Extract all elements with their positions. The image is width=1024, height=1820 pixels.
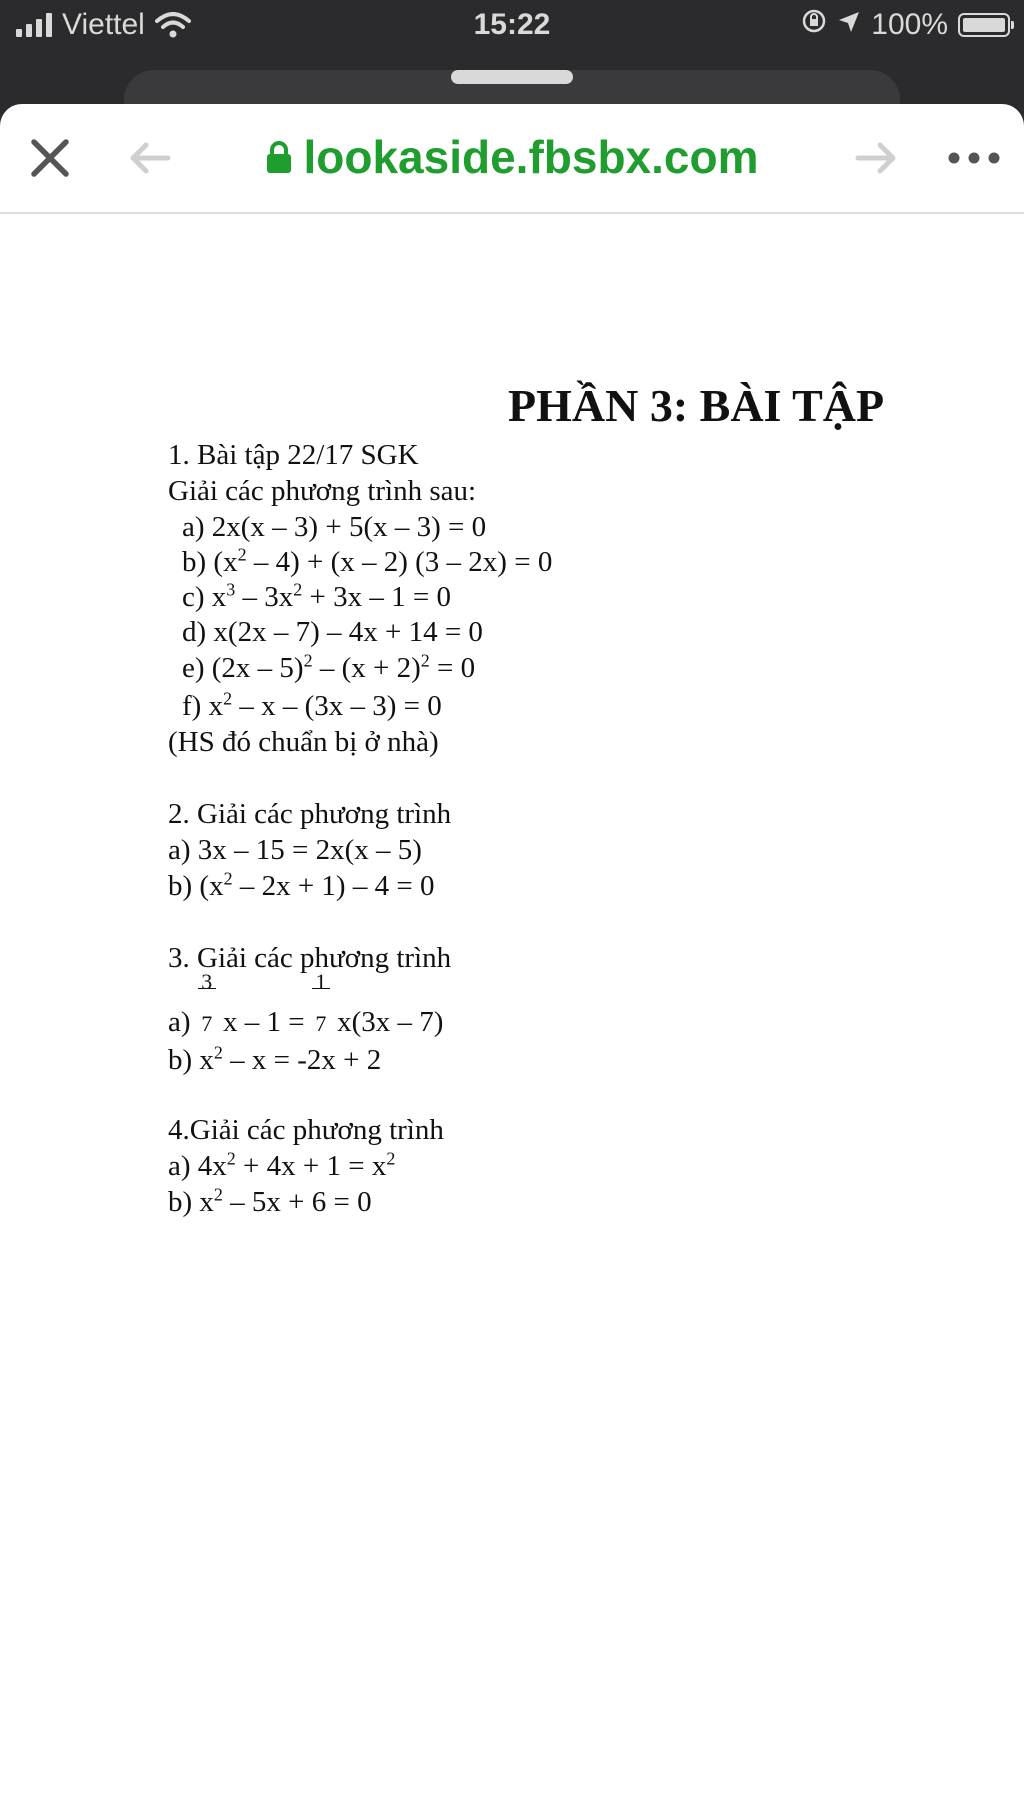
clock: 15:22 xyxy=(473,8,551,41)
s1-note: (HS đó chuẩn bị ở nhà) xyxy=(168,726,439,758)
s1-item-e: e) $(2x - 5)^2 - (x + 2)^2 = 0$ xyxy=(182,650,476,684)
status-bar xyxy=(0,0,1024,52)
browser-toolbar xyxy=(0,104,1024,214)
fraction-1-7: $\frac{1}{7}$ xyxy=(312,1004,330,1042)
section3-heading: 3. Giải các phương trình xyxy=(168,942,452,974)
s4-item-b: b) $x^2 - 5x + 6 = 0$ xyxy=(168,1184,372,1218)
s1-item-d: d) x(2x – 7) – 4x + 14 = 0 xyxy=(182,616,483,648)
more-icon xyxy=(947,151,1001,165)
lock-icon xyxy=(265,140,293,174)
document-title: PHẦN 3: BÀI TẬP xyxy=(508,380,885,431)
forward-arrow-icon xyxy=(854,140,898,176)
s3-item-a: a) $\frac{3}{7}$ x – 1 = $\frac{1}{7} x(3x - 7)$ xyxy=(168,1004,443,1042)
url-text: lookaside.fbsbx.com xyxy=(303,131,759,183)
section4-heading: 4.Giải các phương trình xyxy=(168,1114,444,1146)
s1-item-b: b) $(x^2 - 4) + (x - 2)$ (3 – 2x) = 0 xyxy=(182,544,553,578)
status-right xyxy=(801,8,1010,42)
s2-item-b: b) $(x^2 - 2x + 1) - 4 = 0$ xyxy=(168,868,435,902)
s1-item-f: f) $x^2 - x - (3x - 3) = 0$ xyxy=(182,688,442,722)
battery-percent: 100% xyxy=(871,8,948,41)
section1-intro: Giải các phương trình sau: xyxy=(168,475,477,507)
forward-button[interactable] xyxy=(846,132,906,184)
sheet-grabber[interactable] xyxy=(451,70,573,84)
location-icon xyxy=(837,8,861,42)
carrier-name: Viettel xyxy=(62,8,145,41)
section2-heading: 2. Giải các phương trình xyxy=(168,798,452,830)
battery-icon xyxy=(958,13,1010,37)
fraction-3-7: $\frac{3}{7}$ xyxy=(198,1004,216,1042)
s1-item-c: c) $x^3 - 3x^2 + 3x - 1 = 0$ xyxy=(182,579,451,613)
s4-item-a: a) $4x^2 + 4x + 1 = x^2$ xyxy=(168,1148,396,1182)
browser-sheet xyxy=(0,104,1024,1820)
section1-heading: 1. Bài tập 22/17 SGK xyxy=(168,439,419,471)
s3-item-b: b) $x^2 - x = -2x + 2$ xyxy=(168,1042,382,1076)
rotation-lock-icon xyxy=(801,8,827,42)
s2-item-a: a) 3x – 15 = 2x(x – 5) xyxy=(168,834,422,866)
more-button[interactable] xyxy=(944,132,1004,184)
s1-item-a: a) 2x(x – 3) + 5(x – 3) = 0 xyxy=(182,511,487,543)
